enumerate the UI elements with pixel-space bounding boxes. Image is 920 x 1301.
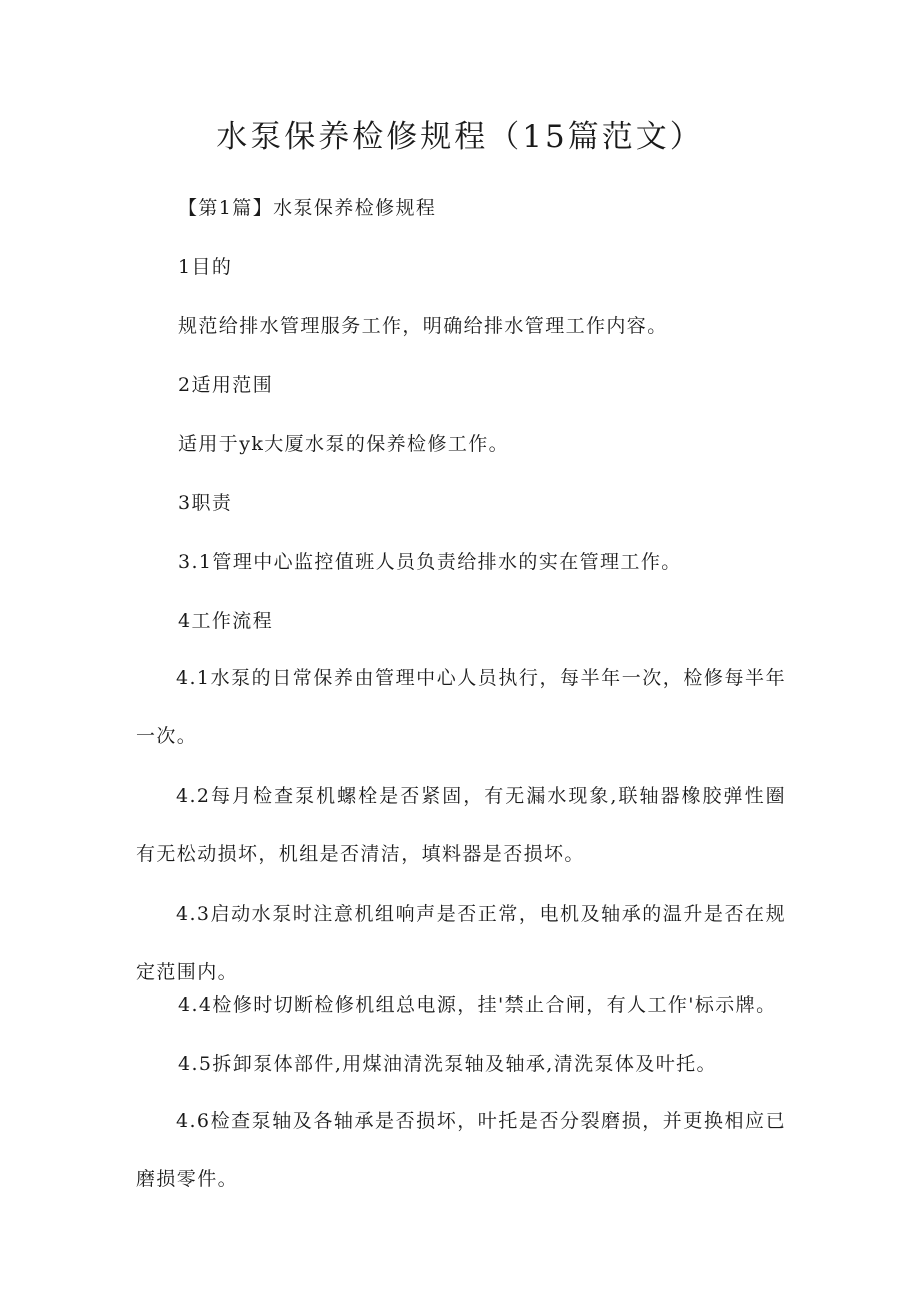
paragraph-purpose: 规范给排水管理服务工作，明确给排水管理工作内容。 bbox=[178, 315, 668, 337]
paragraph-scope: 适用于yk大厦水泵的保养检修工作。 bbox=[178, 433, 510, 455]
paragraph-4-1: 4.1水泵的日常保养由管理中心人员执行，每半年一次，检修每半年一次。 bbox=[136, 667, 786, 747]
heading-purpose: 1目的 bbox=[178, 256, 233, 278]
heading-scope: 2适用范围 bbox=[178, 374, 274, 396]
paragraph-4-5: 4.5拆卸泵体部件,用煤油清洗泵轴及轴承,清洗泵体及叶托。 bbox=[178, 1053, 717, 1075]
paragraph-4-2: 4.2每月检查泵机螺栓是否紧固，有无漏水现象,联轴器橡胶弹性圈有无松动损坏，机组是否清洁，填料器是否损坏。 bbox=[136, 785, 786, 865]
section-header: 【第1篇】水泵保养检修规程 bbox=[178, 197, 437, 219]
document-title: 水泵保养检修规程（15篇范文） bbox=[216, 119, 704, 155]
heading-responsibility: 3职责 bbox=[178, 492, 233, 514]
paragraph-3-1: 3.1管理中心监控值班人员负责给排水的实在管理工作。 bbox=[178, 551, 682, 573]
heading-workflow: 4工作流程 bbox=[178, 610, 274, 632]
paragraph-4-3: 4.3启动水泵时注意机组响声是否正常，电机及轴承的温升是否在规定范围内。 bbox=[136, 903, 786, 983]
paragraph-4-6: 4.6检查泵轴及各轴承是否损坏，叶托是否分裂磨损，并更换相应已磨损零件。 bbox=[136, 1110, 786, 1190]
paragraph-4-4: 4.4检修时切断检修机组总电源，挂'禁止合闸，有人工作'标示牌。 bbox=[178, 994, 777, 1016]
